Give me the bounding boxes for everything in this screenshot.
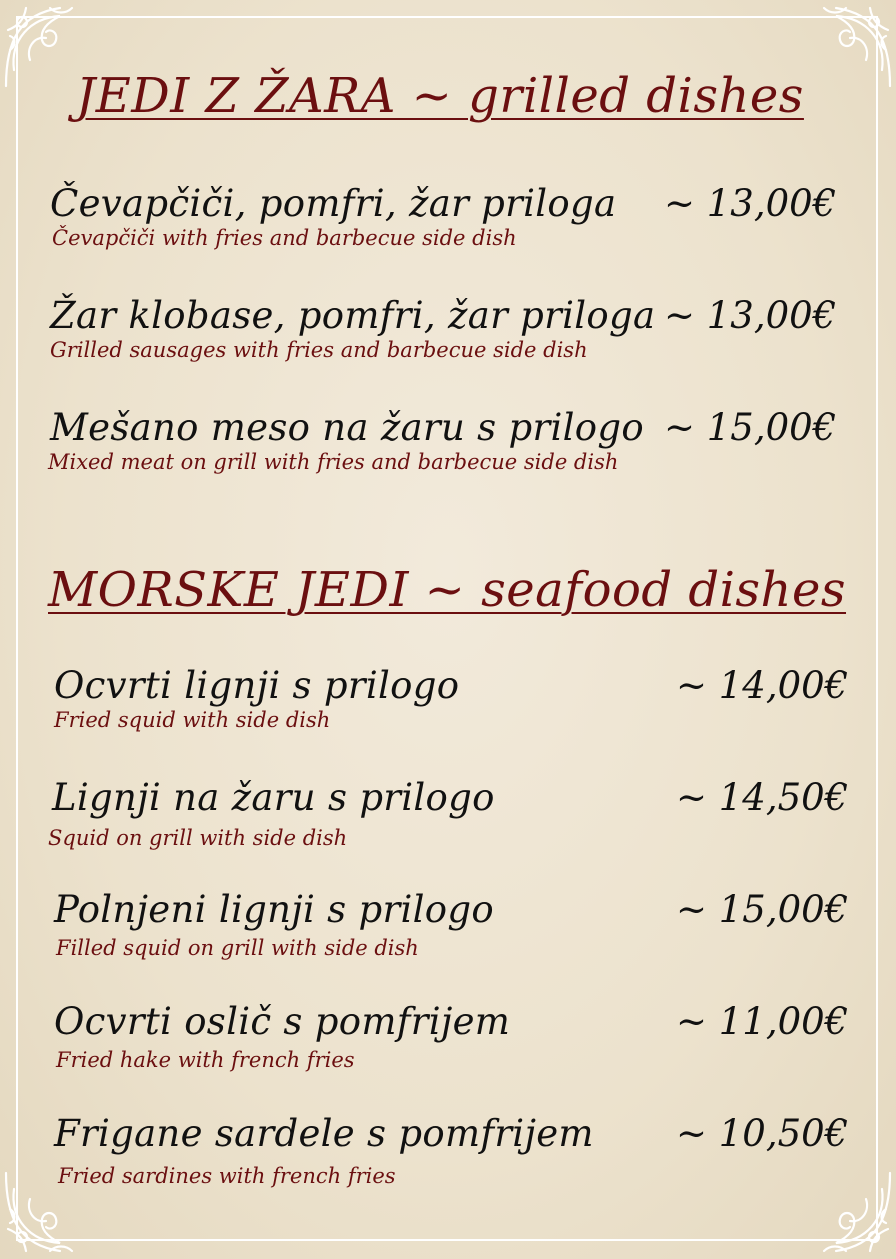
section-title-grilled: JEDI Z ŽARA ~ grilled dishes — [76, 68, 804, 124]
item-name: Čevapčiči, pomfri, žar priloga — [50, 182, 617, 225]
menu-item — [0, 776, 896, 866]
item-name: Ocvrti oslič s pomfrijem — [54, 1000, 511, 1043]
item-name: Polnjeni lignji s prilogo — [54, 888, 494, 931]
menu-item — [0, 1000, 896, 1090]
item-name: Ocvrti lignji s prilogo — [54, 664, 460, 707]
item-price: ~ 14,50€ — [676, 776, 849, 819]
corner-ornament-top-right — [806, 0, 896, 90]
item-price: ~ 13,00€ — [664, 294, 837, 337]
section-title-seafood: MORSKE JEDI ~ seafood dishes — [48, 562, 847, 618]
item-description: Čevapčiči with fries and barbecue side dish — [52, 226, 517, 250]
item-name: Lignji na žaru s prilogo — [52, 776, 495, 819]
item-price: ~ 11,00€ — [676, 1000, 849, 1043]
item-price: ~ 15,00€ — [664, 406, 837, 449]
item-description: Fried hake with french fries — [56, 1048, 355, 1072]
item-description: Filled squid on grill with side dish — [56, 936, 419, 960]
item-price: ~ 13,00€ — [664, 182, 837, 225]
item-description: Squid on grill with side dish — [48, 826, 348, 850]
item-name: Mešano meso na žaru s prilogo — [50, 406, 644, 449]
item-price: ~ 10,50€ — [676, 1112, 849, 1155]
menu-item — [0, 664, 896, 754]
item-description: Grilled sausages with fries and barbecue side dish — [50, 338, 588, 362]
menu-item — [0, 1112, 896, 1202]
item-name: Žar klobase, pomfri, žar priloga — [50, 294, 656, 337]
menu-item — [0, 406, 896, 496]
menu-item — [0, 182, 896, 272]
item-description: Fried sardines with french fries — [58, 1164, 396, 1188]
item-description: Mixed meat on grill with fries and barbecue side dish — [48, 450, 619, 474]
item-name: Frigane sardele s pomfrijem — [54, 1112, 594, 1155]
item-price: ~ 15,00€ — [676, 888, 849, 931]
item-price: ~ 14,00€ — [676, 664, 849, 707]
item-description: Fried squid with side dish — [54, 708, 331, 732]
menu-item — [0, 888, 896, 978]
menu-item — [0, 294, 896, 384]
